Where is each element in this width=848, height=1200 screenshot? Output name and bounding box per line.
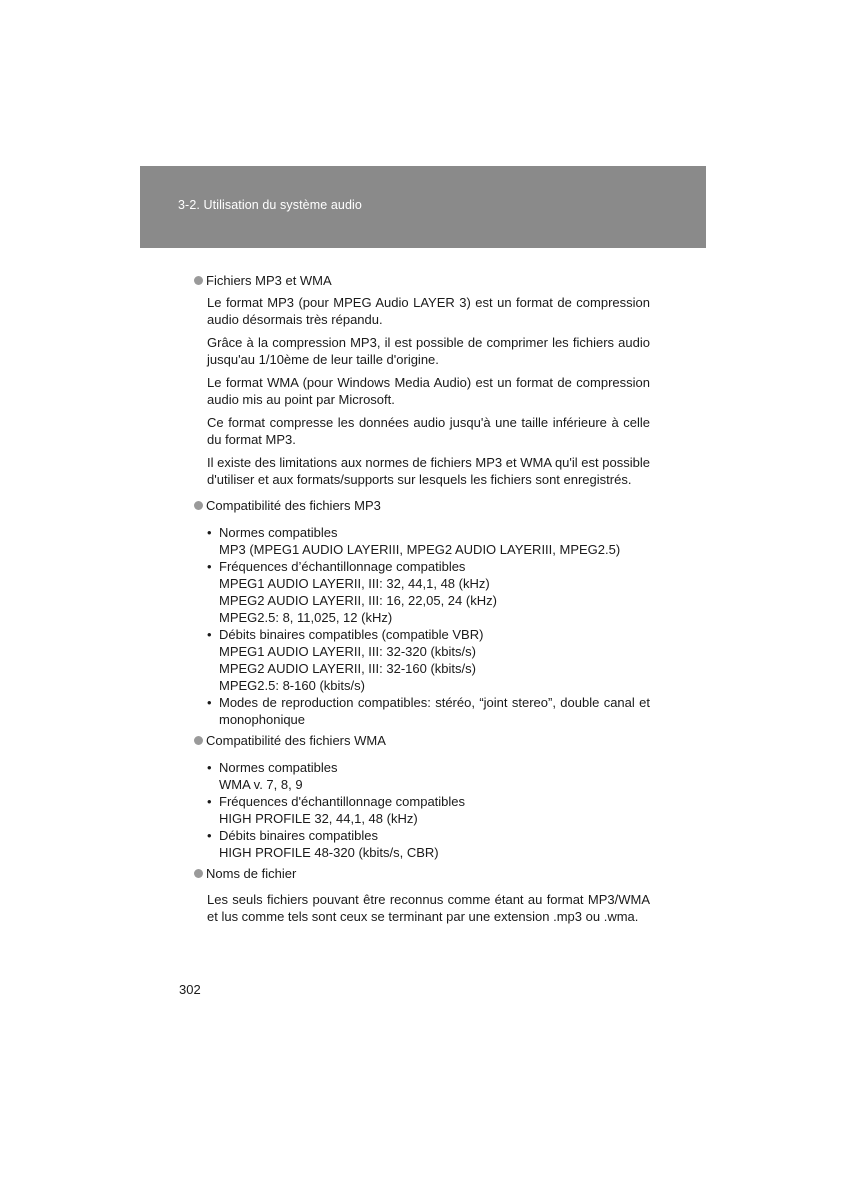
- list-item-line: MPEG1 AUDIO LAYERII, III: 32, 44,1, 48 (kHz): [219, 576, 490, 591]
- list-bullet-icon: •: [207, 828, 212, 843]
- section-header-band: [140, 166, 706, 248]
- list-item: [207, 694, 650, 728]
- list-bullet-icon: •: [207, 760, 212, 775]
- list-item-line: HIGH PROFILE 48-320 (kbits/s, CBR): [219, 845, 439, 860]
- paragraph: Le format MP3 (pour MPEG Audio LAYER 3) est un format de compression audio désormais très répandu.: [207, 295, 650, 327]
- paragraph: Ce format compresse les données audio jusqu'à une taille inférieure à celle du format MP3.: [207, 415, 650, 447]
- paragraph: Le format WMA (pour Windows Media Audio) est un format de compression audio mis au point par Microsoft.: [207, 375, 650, 407]
- list-bullet-icon: •: [207, 525, 212, 540]
- paragraph: Les seuls fichiers pouvant être reconnus comme étant au format MP3/WMA et lus comme tels sont ceux se terminant par une extension .mp3 ou .wma.: [207, 892, 650, 924]
- heading-bullet-icon: [194, 736, 203, 745]
- list-item-title: Fréquences d’échantillonnage compatibles: [219, 559, 466, 574]
- section-heading: [194, 732, 650, 749]
- list-item-line: MP3 (MPEG1 AUDIO LAYERIII, MPEG2 AUDIO LAYERIII, MPEG2.5): [219, 542, 621, 557]
- list-item-title: Normes compatibles: [219, 525, 338, 540]
- list-item: [207, 827, 650, 861]
- list-item-title: Modes de reproduction compatibles: stéréo, “joint stereo”, double canal et monophonique: [219, 695, 650, 727]
- page-content: [194, 272, 650, 931]
- list-item: [207, 558, 650, 626]
- section-heading-text: Compatibilité des fichiers WMA: [206, 733, 386, 748]
- paragraph: Il existe des limitations aux normes de fichiers MP3 et WMA qu'il est possible d'utiliser et aux formats/supports sur lesquels les fichiers sont enregistrés.: [207, 455, 650, 487]
- list-bullet-icon: •: [207, 695, 212, 710]
- spec-list: [207, 759, 650, 861]
- list-item-title: Normes compatibles: [219, 760, 338, 775]
- section-heading: [194, 865, 650, 882]
- list-bullet-icon: •: [207, 794, 212, 809]
- spec-list: [207, 524, 650, 728]
- list-item: [207, 759, 650, 793]
- paragraph: Grâce à la compression MP3, il est possible de comprimer les fichiers audio jusqu'au 1/10ème de leur taille d'origine.: [207, 335, 650, 367]
- section-heading-text: Fichiers MP3 et WMA: [206, 273, 332, 288]
- list-item: [207, 626, 650, 694]
- list-item-line: MPEG2 AUDIO LAYERII, III: 16, 22,05, 24 (kHz): [219, 593, 497, 608]
- list-item-line: WMA v. 7, 8, 9: [219, 777, 303, 792]
- list-item: [207, 524, 650, 558]
- list-item-line: MPEG2.5: 8, 11,025, 12 (kHz): [219, 610, 393, 625]
- section-heading-text: Compatibilité des fichiers MP3: [206, 498, 381, 513]
- list-item-title: Débits binaires compatibles (compatible VBR): [219, 627, 484, 642]
- list-item-line: MPEG1 AUDIO LAYERII, III: 32-320 (kbits/s): [219, 644, 476, 659]
- section-heading: [194, 272, 650, 289]
- list-bullet-icon: •: [207, 627, 212, 642]
- list-item-line: HIGH PROFILE 32, 44,1, 48 (kHz): [219, 811, 418, 826]
- section-heading-text: Noms de fichier: [206, 866, 297, 881]
- list-item: [207, 793, 650, 827]
- list-item-line: MPEG2.5: 8-160 (kbits/s): [219, 678, 365, 693]
- list-item-title: Débits binaires compatibles: [219, 828, 378, 843]
- heading-bullet-icon: [194, 501, 203, 510]
- page-number: 302: [179, 982, 201, 997]
- section-heading: [194, 497, 650, 514]
- list-item-title: Fréquences d'échantillonnage compatibles: [219, 794, 466, 809]
- list-item-line: MPEG2 AUDIO LAYERII, III: 32-160 (kbits/s): [219, 661, 476, 676]
- section-title: 3-2. Utilisation du système audio: [178, 198, 362, 212]
- heading-bullet-icon: [194, 869, 203, 878]
- heading-bullet-icon: [194, 276, 203, 285]
- list-bullet-icon: •: [207, 559, 212, 574]
